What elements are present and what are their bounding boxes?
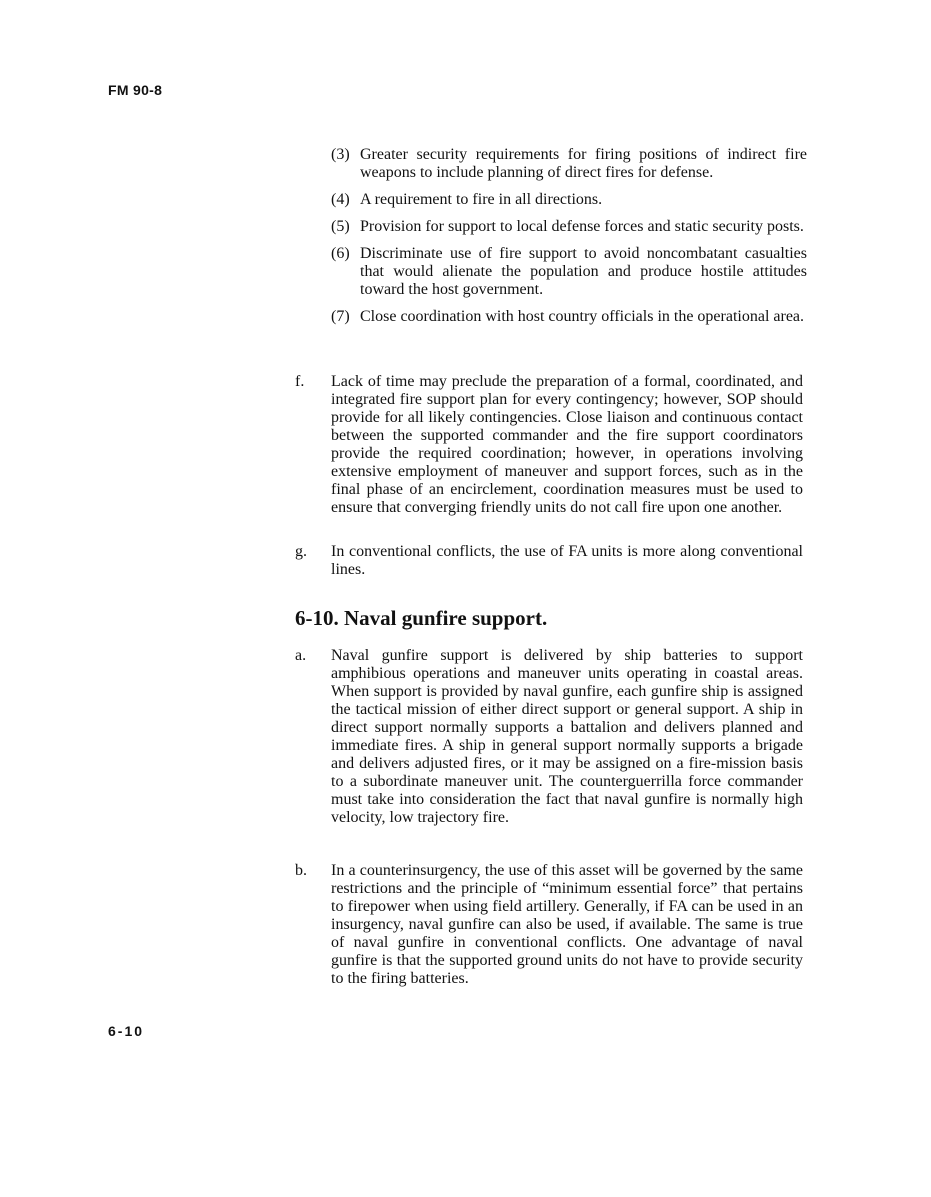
paragraph-letter: f. — [295, 373, 305, 390]
list-item-text: Close coordination with host country officials in the operational area. — [360, 308, 805, 325]
list-item-text: A requirement to fire in all directions. — [360, 191, 603, 208]
list-item-number: (5) — [331, 218, 350, 235]
list-item — [331, 191, 807, 209]
paragraph-a — [295, 647, 803, 827]
paragraph-letter: g. — [295, 543, 307, 560]
paragraph-text: Lack of time may preclude the preparation of a formal, coordinated, and integrated fire support plan for every contingency; however, SOP should provide for all likely contingencies. Close liaison and continuous contact between the supported commander and the fire support coordinators provide the required coordination; however, in operations involving extensive employment of maneuver and support forces, such as in the final phase of an encirclement, coordination measures must be used to ensure that converging friendly units do not call fire upon one another. — [331, 373, 803, 516]
list-item-number: (3) — [331, 146, 350, 163]
page-header-doc-id: FM 90-8 — [108, 82, 163, 98]
section-heading: 6-10. Naval gunfire support. — [295, 606, 548, 630]
list-item-text: Provision for support to local defense forces and static security posts. — [360, 218, 804, 235]
paragraph-f — [295, 373, 803, 517]
list-item — [331, 308, 807, 326]
paragraph-text: Naval gunfire support is delivered by ship batteries to support amphibious operations and maneuver units operating in coastal areas. When support is provided by naval gunfire, each gunfire ship is assigned the tactical mission of either direct support or general support. A ship in direct support normally supports a battalion and delivers planned and immediate fires. A ship in general support normally supports a brigade and delivers adjusted fires, or it may be assigned on a fire-mission basis to a subordinate maneuver unit. The counterguerrilla force commander must take into consideration the fact that naval gunfire is normally high velocity, low trajectory fire. — [331, 647, 803, 826]
list-item-number: (6) — [331, 245, 350, 262]
list-item — [331, 245, 807, 299]
paragraph-b — [295, 862, 803, 988]
list-item-text: Discriminate use of fire support to avoid noncombatant casualties that would alienate the population and produce hostile attitudes toward the host government. — [360, 245, 807, 298]
paragraph-text: In a counterinsurgency, the use of this asset will be governed by the same restrictions and the principle of “minimum essential force” that pertains to firepower when using field artillery. Generally, if FA can be used in an insurgency, naval gunfire can also be used, if available. The same is true of naval gunfire in conventional conflicts. One advantage of naval gunfire is that the supported ground units do not have to provide security to the firing batteries. — [331, 862, 803, 987]
list-item-text: Greater security requirements for firing positions of indirect fire weapons to include planning of direct fires for defense. — [360, 146, 807, 181]
page-number: 6-10 — [108, 1023, 145, 1039]
list-item-number: (4) — [331, 191, 350, 208]
list-item-number: (7) — [331, 308, 350, 325]
subparagraph-list — [331, 146, 807, 335]
paragraph-letter: b. — [295, 862, 307, 879]
paragraph-letter: a. — [295, 647, 307, 664]
list-item — [331, 218, 807, 236]
list-item — [331, 146, 807, 182]
paragraph-g — [295, 543, 803, 579]
paragraph-text: In conventional conflicts, the use of FA units is more along conventional lines. — [331, 543, 803, 578]
